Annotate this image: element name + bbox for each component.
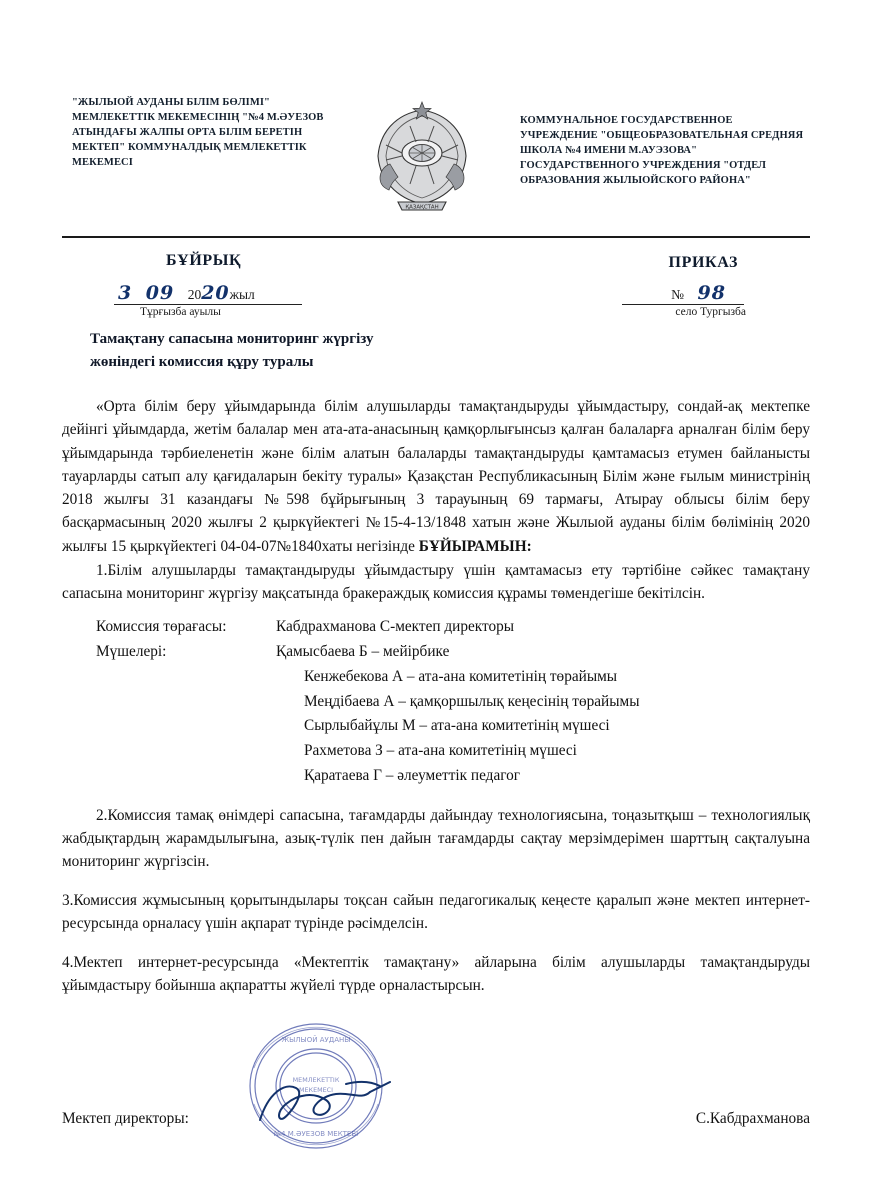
clause-1: 1.Білім алушыларды тамақтандыруды ұйымдастыру үшін қамтамасыз ету тәртібіне сәйкес тамақтану сапасына мониторинг жүргізу мақсатында бракераждық комиссия құрамы төмендегіше бекітілсін. (62, 561, 810, 602)
preamble-paragraph (62, 395, 810, 558)
commission-member-name: Меңдібаева А – қамқоршылық кеңесінің төрайымы (304, 692, 640, 710)
commission-member-name: Қамысбаева Б – мейірбике (276, 643, 450, 661)
commission-member-row (62, 714, 810, 739)
letterhead-kazakh: "ЖЫЛЫОЙ АУДАНЫ БІЛІМ БӨЛІМІ" МЕМЛЕКЕТТІК МЕКЕМЕСІНІҢ "№4 М.ӘУЕЗОВ АТЫНДАҒЫ ЖАЛПЫ ОРТА БІЛІМ БЕРЕТІН МЕКТЕП" КОММУНАЛДЫҚ МЕМЛЕКЕТТІК МЕКЕМЕСІ (72, 97, 324, 168)
clause-4: 4.Мектеп интернет-ресурсында «Мектептік тамақтану» айларына білім алушыларды тамақтандыруды ұйымдастыру бойынша ақпаратты жүйелі түрде орналастырсын. (62, 953, 810, 994)
document-clauses (62, 804, 810, 997)
order-number (671, 282, 726, 304)
commission-members-label: Мүшелері: (96, 643, 167, 661)
document-body (62, 395, 810, 605)
commission-chair-label: Комиссия төрағасы: (96, 618, 227, 636)
village-russian: село Тургызба (675, 306, 746, 318)
commission-member-name: Кенжебекова А – ата-ана комитетінің төрайымы (304, 667, 618, 685)
order-date-year-word: жыл (229, 287, 255, 302)
svg-text:№4 М.ӘУЕЗОВ МЕКТЕБІ: №4 М.ӘУЕЗОВ МЕКТЕБІ (273, 1130, 359, 1138)
clause-3: 3.Комиссия жұмысының қорытындылары тоқсан сайын педагогикалық кеңесте қаралып және мектеп интернет- ресурсында орналасу үшін ақпарат түрінде рәсімделсін. (62, 891, 810, 933)
order-number-label: № (671, 287, 685, 302)
letterhead-russian: КОММУНАЛЬНОЕ ГОСУДАРСТВЕННОЕ УЧРЕЖДЕНИЕ "ОБЩЕОБРАЗОВАТЕЛЬНАЯ СРЕДНЯЯ ШКОЛА №4 ИМЕНИ М.АУЭЗОВА" ГОСУДАРСТВЕННОГО УЧРЕЖДЕНИЯ "ОТДЕЛ ОБРАЗОВАНИЯ ЖЫЛЫОЙСКОГО РАЙОНА" (520, 115, 804, 186)
svg-text:ҚАЗАҚСТАН: ҚАЗАҚСТАН (405, 204, 439, 211)
svg-text:МЕМЛЕКЕТТІК: МЕМЛЕКЕТТІК (292, 1076, 340, 1084)
commission-member-row (62, 640, 810, 665)
signature-name: С.Кабдрахманова (695, 1110, 810, 1127)
commission-member-row (62, 739, 810, 764)
commission-member-row (62, 690, 810, 715)
order-number-value: 98 (697, 282, 726, 304)
document-subject (90, 328, 810, 373)
commission-member-name: Сырлыбайұлы М – ата-ана комитетінің мүшесі (304, 717, 610, 735)
order-date-underline (114, 304, 302, 305)
order-date (118, 282, 255, 304)
order-number-underline (622, 304, 744, 305)
kazakhstan-coat-of-arms-icon (366, 98, 478, 214)
order-verb: БҰЙЫРАМЫН: (418, 537, 532, 555)
commission-member-row (62, 665, 810, 690)
order-date-year-suffix: 20 (201, 282, 230, 304)
commission-chair-name: Кабдрахманова С-мектеп директоры (276, 618, 515, 636)
signature-block (62, 1110, 810, 1128)
subject-line-2: жөніндегі комиссия құру туралы (90, 353, 314, 370)
commission-list (62, 615, 810, 788)
order-header (62, 252, 810, 316)
commission-member-row (62, 764, 810, 789)
subject-line-1: Тамақтану сапасына мониторинг жүргізу (90, 331, 374, 347)
svg-text:МЕКЕМЕСІ: МЕКЕМЕСІ (298, 1086, 334, 1094)
svg-text:ЖЫЛЫОЙ АУДАНЫ: ЖЫЛЫОЙ АУДАНЫ (281, 1036, 351, 1044)
letterhead (62, 0, 810, 214)
order-label-kazakh: БҰЙРЫҚ (166, 252, 242, 269)
order-label-russian: ПРИКАЗ (668, 254, 738, 271)
signature-role: Мектеп директоры: (62, 1110, 189, 1127)
clause-2: 2.Комиссия тамақ өнімдері сапасына, тағамдарды дайындау технологиясына, тоңазытқыш – технологиялық жабдықтардың жарамдылығына, азық-түлік пен дайын тағамдарды сақтау мерзімдерімен шарттың сақталуына мониторинг жүргізсін. (62, 806, 810, 871)
order-date-day: 3 (118, 282, 133, 304)
commission-member-name: Қаратаева Г – әлеуметтік педагог (304, 766, 521, 784)
header-divider (62, 236, 810, 238)
village-kazakh: Тұрғызба ауылы (140, 306, 221, 318)
order-date-year-prefix: 20 (187, 287, 202, 302)
order-date-month: 09 (145, 282, 175, 304)
preamble-text: «Орта білім беру ұйымдарында білім алушыларды тамақтандыруды ұйымдастыру, сондай-ақ мектепке дейінгі ұйымдарда, жетім балалар мен ата-ата-анасының қамқорлығынсыз қалған балаларға арналған білім беру ұйымдарында тәрбиеленетін және білім алатын балаларды тамақтандыруды қамтамасыз етумен байланысты тауарларды сатып алу қағидаларын бекіту туралы» Қазақстан Республикасының Білім және ғылым министрінің 2018 жылғы 31 казандағы №598 бұйрығының 3 тарауының 69 тармағы, Атырау облысы білім беру басқармасының 2020 жылғы 2 қыркүйектегі №15-4-13/1848 хатын және Жылыой ауданы білім бөлімінің 2020 жылғы 15 қыркүйектегі 04-04-07№1840хаты негізінде (62, 398, 810, 555)
commission-chair-row (62, 615, 810, 640)
commission-member-name: Рахметова З – ата-ана комитетінің мүшесі (304, 742, 577, 760)
